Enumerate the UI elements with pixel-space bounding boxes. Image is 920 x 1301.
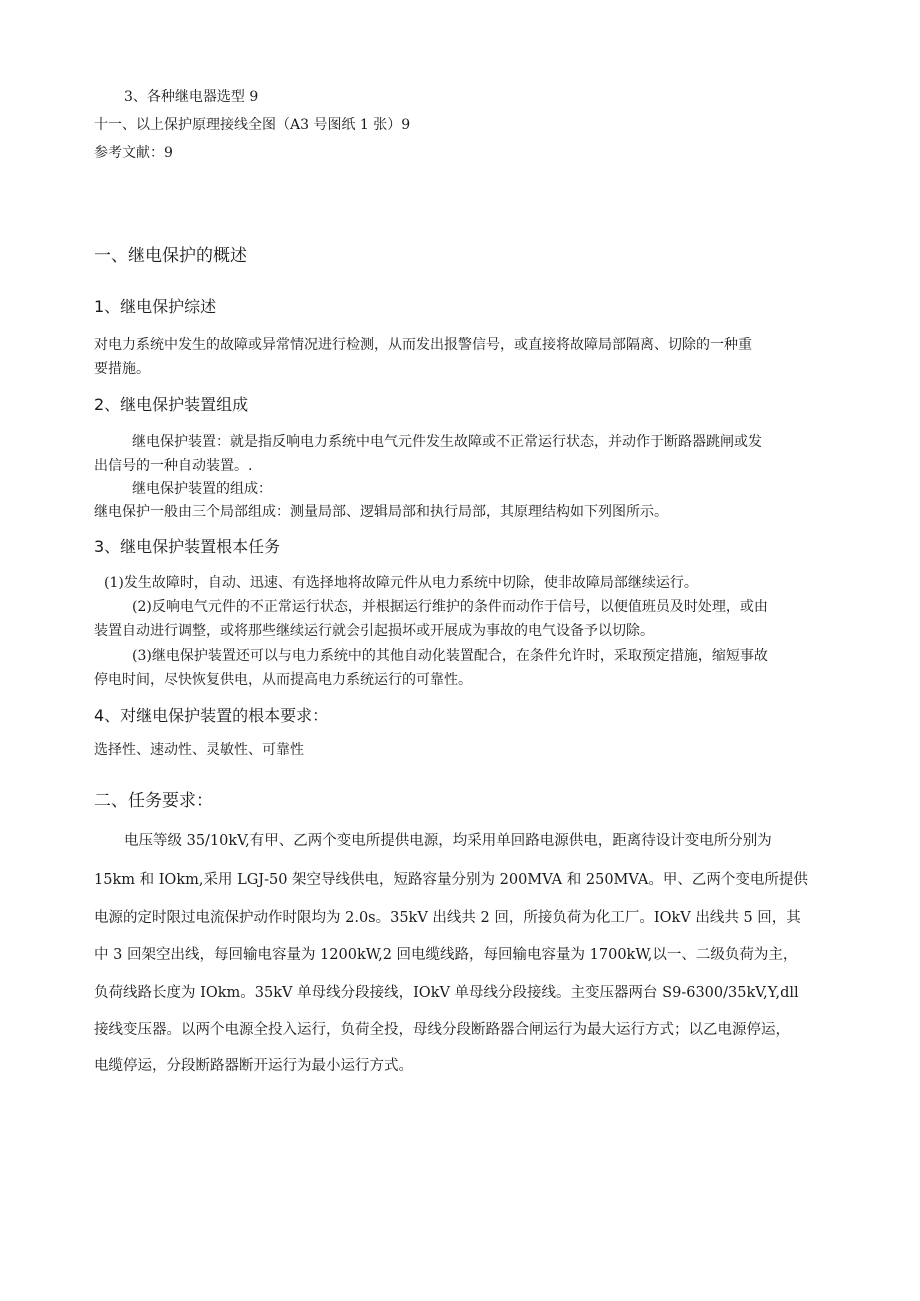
task-text-line: 15km 和 IOkm,采用 LGJ-50 架空导线供电，短路容量分别为 200MVA 和 250MVA。甲、乙两个变电所提供 (94, 872, 808, 888)
task-text-line: 电源的定时限过电流保护动作时限均为 2.0s。35kV 出线共 2 回，所接负荷为化工厂。IOkV 出线共 5 回，其 (94, 910, 801, 926)
subsection-3-text-line: (1)发生故障时，自动、迅速、有选择地将故障元件从电力系统中切除，使非故障局部继续运行。 (104, 575, 698, 591)
toc-item-wiring-diagram: 十一、以上保护原理接线全图（A3 号图纸 1 张）9 (94, 117, 411, 133)
subsection-2-text-line: 继电保护一般由三个局部组成：测量局部、逻辑局部和执行局部，其原理结构如下列图所示。 (94, 504, 668, 520)
subsection-3-text-line: (3)继电保护装置还可以与电力系统中的其他自动化装置配合，在条件允许时，采取预定措施，缩短事故 (132, 648, 768, 664)
subsection-2-text-line: 出信号的一种自动装置。. (94, 458, 253, 474)
task-text-line: 负荷线路长度为 IOkm。35kV 单母线分段接线，IOkV 单母线分段接线。主变压器两台 S9-6300/35kV,Y,dll (94, 985, 799, 1001)
toc-item-relay-selection: 3、各种继电器选型 9 (124, 89, 259, 105)
subsection-2-text-line: 继电保护装置的组成： (132, 481, 272, 497)
subsection-2-title: 2、继电保护装置组成 (94, 395, 249, 414)
subsection-3-text-line: 装置自动进行调整，或将那些继续运行就会引起损坏或开展成为事故的电气设备予以切除。 (94, 623, 654, 639)
subsection-3-text-line: (2)反响电气元件的不正常运行状态，并根据运行维护的条件而动作于信号，以便值班员及时处理，或由 (132, 599, 768, 615)
toc-item-references: 参考文献：9 (94, 145, 173, 161)
subsection-3-text-line: 停电时间，尽快恢复供电，从而提高电力系统运行的可靠性。 (94, 672, 472, 688)
task-text-line: 接线变压器。以两个电源全投入运行，负荷全投，母线分段断路器合闸运行为最大运行方式；以乙电源停运， (94, 1022, 790, 1038)
task-text-line: 电缆停运，分段断路器断开运行为最小运行方式。 (94, 1058, 413, 1074)
subsection-4-title: 4、对继电保护装置的根本要求： (94, 706, 329, 725)
subsection-2-text-line: 继电保护装置：就是指反响电力系统中电气元件发生故障或不正常运行状态，并动作于断路器跳闸或发 (132, 434, 762, 450)
subsection-1-text-line: 要措施。 (94, 361, 150, 377)
task-text-line: 电压等级 35/10kV,有甲、乙两个变电所提供电源，均采用单回路电源供电，距离待设计变电所分别为 (124, 833, 772, 849)
subsection-1-text-line: 对电力系统中发生的故障或异常情况进行检测，从而发出报警信号，或直接将故障局部隔离、切除的一种重 (94, 337, 752, 353)
subsection-1-title: 1、继电保护综述 (94, 297, 217, 316)
section-1-title: 一、继电保护的概述 (94, 246, 247, 266)
task-text-line: 中 3 回架空出线，每回输电容量为 1200kW,2 回电缆线路，每回输电容量为 1700kW,以一、二级负荷为主， (94, 947, 798, 963)
section-2-title: 二、任务要求： (94, 791, 213, 811)
subsection-3-title: 3、继电保护装置根本任务 (94, 537, 281, 556)
subsection-4-text-line: 选择性、速动性、灵敏性、可靠性 (94, 742, 304, 758)
